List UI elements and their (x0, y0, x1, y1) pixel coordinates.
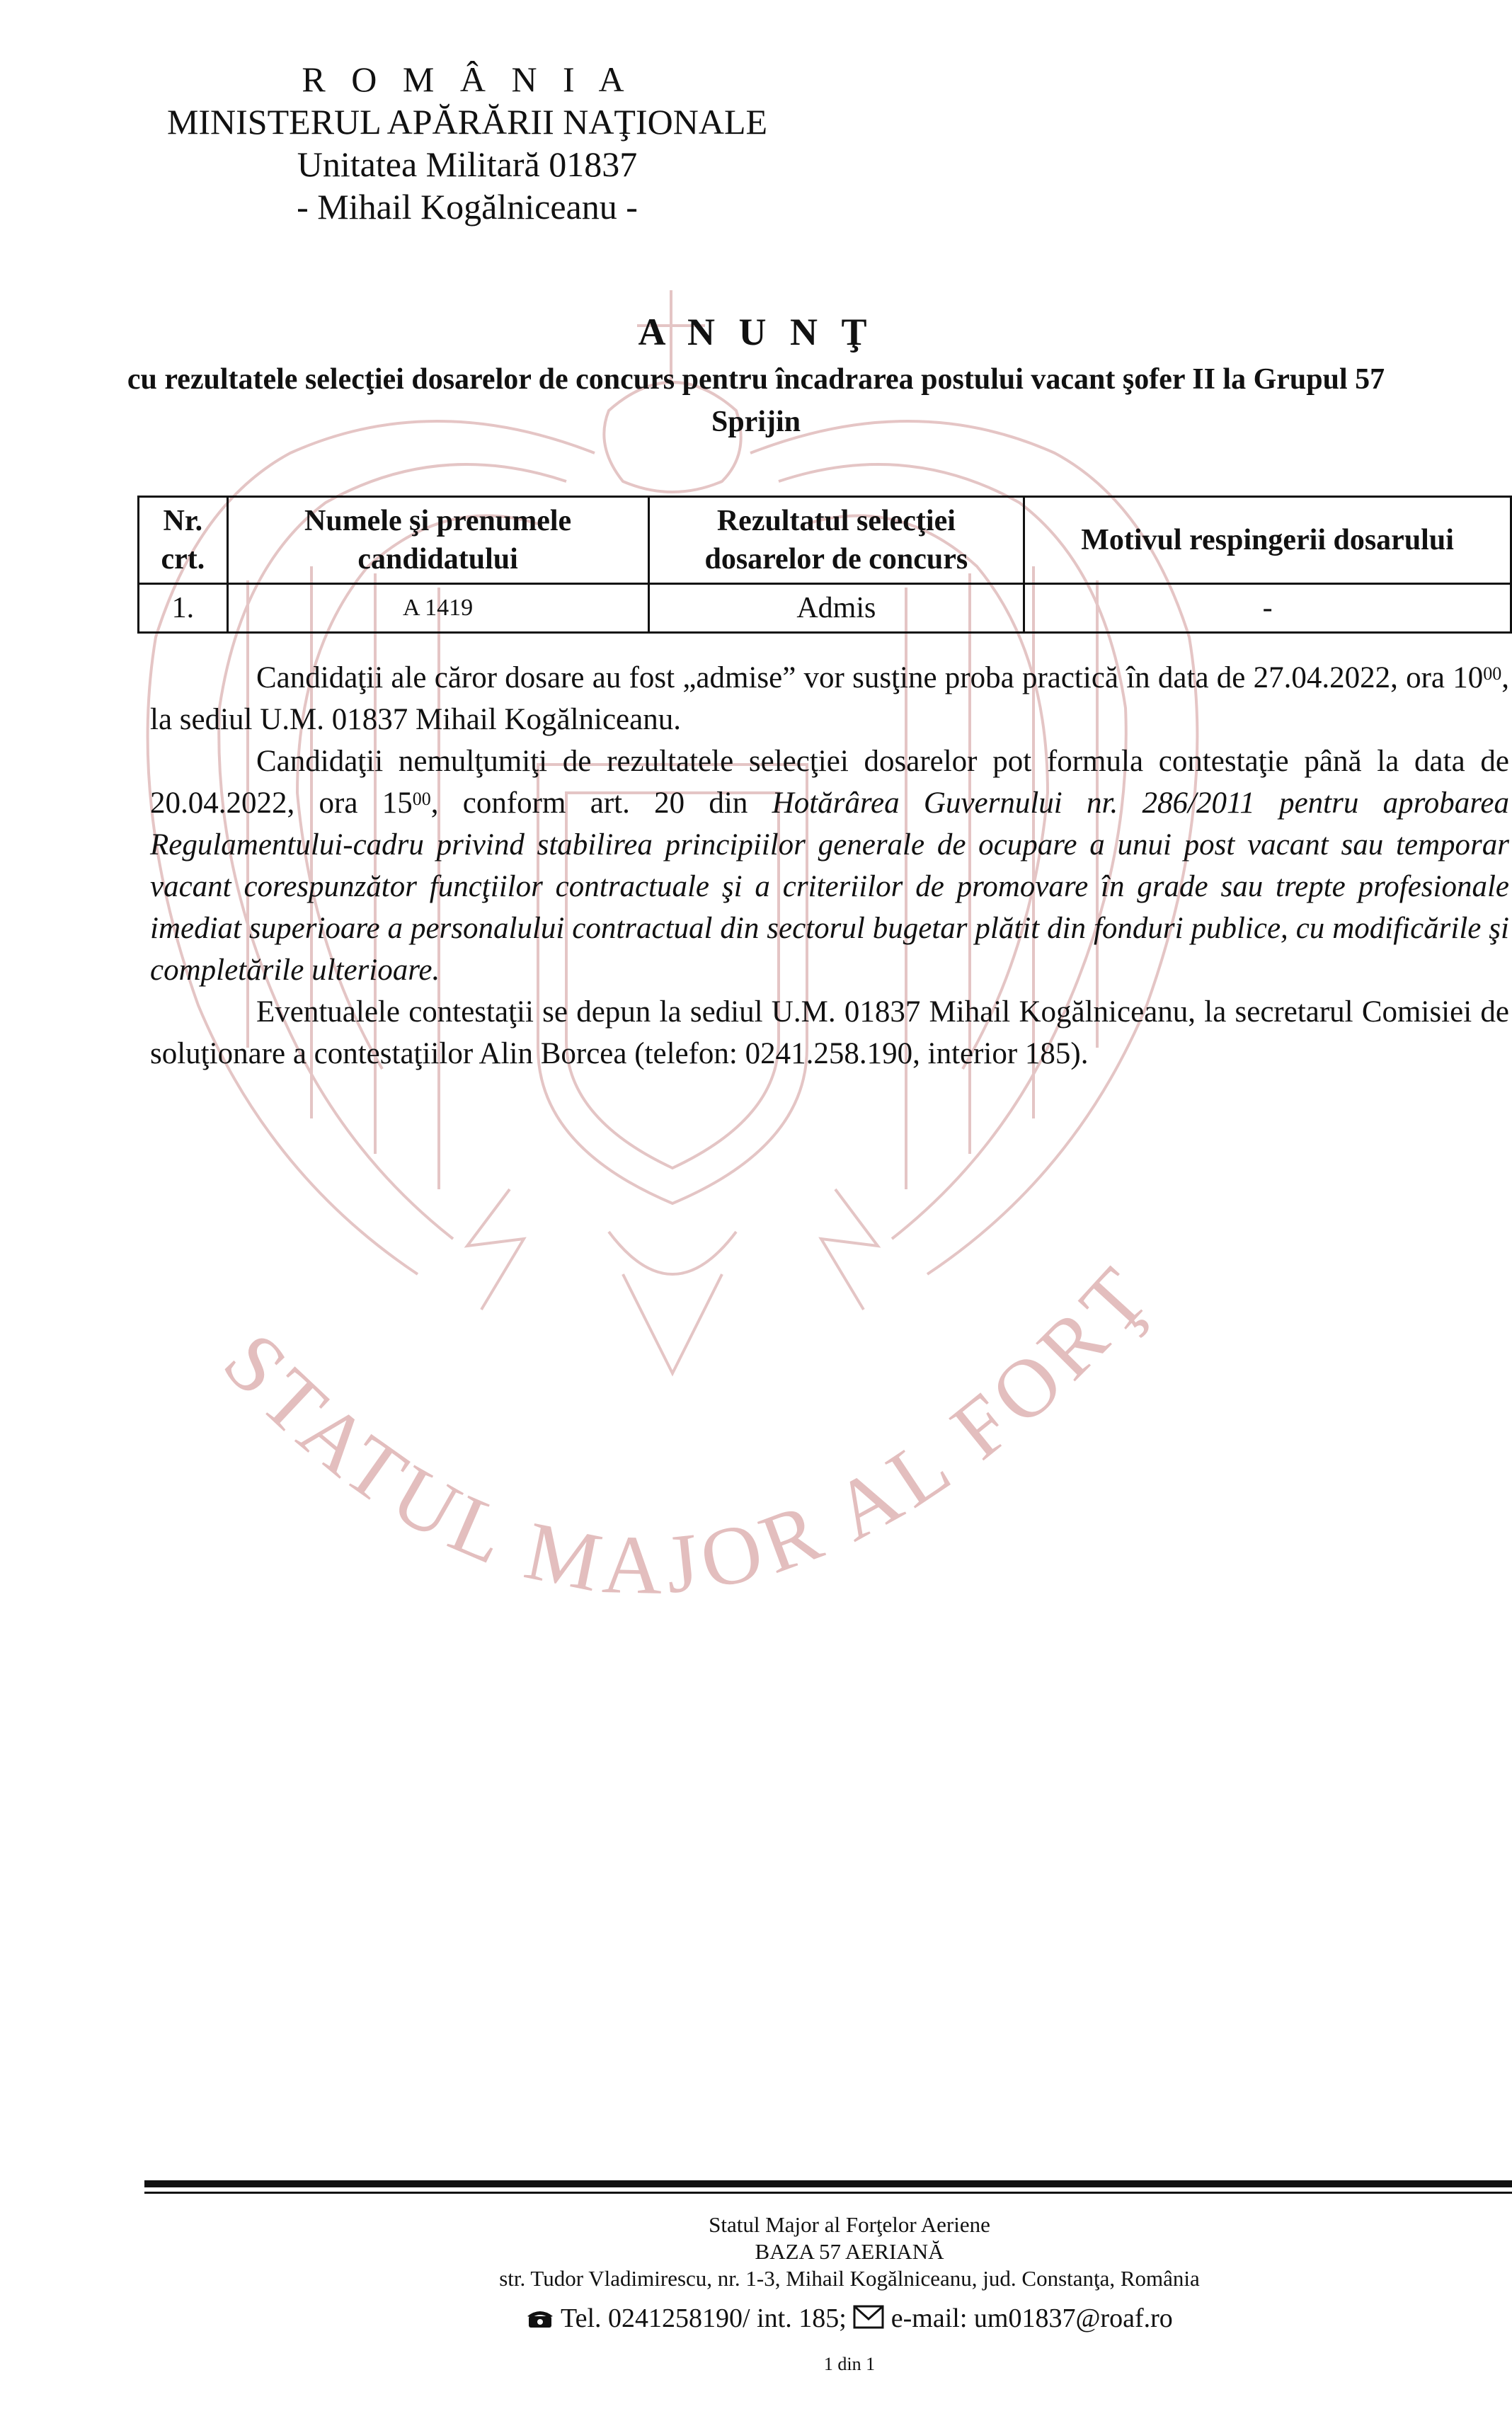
cell-reason: - (1024, 584, 1511, 633)
p1-superscript: 00 (1483, 663, 1502, 684)
watermark-text: STATUL MAJOR AL FORŢ (206, 1245, 1170, 1613)
phone-icon (526, 2303, 554, 2338)
header-reason: Motivul respingerii dosarului (1024, 497, 1511, 584)
p2-text-start: Candidaţii nemulţumiţi de rezultatele selecţiei dosarelor pot formula contestaţie până la data de 20.04.2022, ora 15 (150, 745, 1509, 820)
footer-divider-thick (144, 2180, 1512, 2187)
header-candidate: Numele şi prenumele candidatului (227, 497, 648, 584)
p1-text-end: , la sediul U.M. 01837 Mihail Kogălniceanu. (150, 661, 1509, 736)
cell-result: Admis (648, 584, 1024, 633)
table-header-row (139, 497, 1511, 584)
p2-legal-reference: Hotărârea Guvernului nr. 286/2011 pentru aprobarea Regulamentului-cadru privind stabilirea principiilor generale de ocupare a unui post vacant sau temporar vacant corespunzător funcţiilor contractuale şi a criteriilor de promovare în grade sau trepte profesionale imediat superioare a personalului contractual din sectorul bugetar plătit din fonduri publice, cu modificările şi completările ulterioare. (150, 786, 1509, 987)
title-main: A N U N Ţ (638, 311, 874, 353)
header-result: Rezultatul selecţiei dosarelor de concurs (648, 497, 1024, 584)
announcement-body (150, 657, 1509, 1075)
footer-org: Statul Major al Forţelor Aeriene (709, 2212, 990, 2237)
footer (396, 2211, 1302, 2378)
footer-email: e-mail: um01837@roaf.ro (890, 2303, 1173, 2333)
footer-base: BAZA 57 AERIANĂ (755, 2239, 944, 2264)
letterhead (113, 58, 821, 228)
country-name: R O M Â N I A (302, 59, 633, 99)
paragraph-submission: Eventualele contestaţii se depun la sediul U.M. 01837 Mihail Kogălniceanu, la secretarul Comisiei de soluţionare a contestaţiilor Alin Borcea (telefon: 0241.258.190, interior 185). (150, 995, 1509, 1070)
unit-location: - Mihail Kogălniceanu - (297, 187, 638, 227)
page-number: 1 din 1 (823, 2354, 876, 2375)
footer-address: str. Tudor Vladimirescu, nr. 1-3, Mihail Kogălniceanu, jud. Constanţa, România (499, 2266, 1200, 2291)
cell-nr: 1. (139, 584, 228, 633)
paragraph-exam-date (150, 657, 1509, 740)
footer-divider-thin (144, 2192, 1512, 2194)
results-table (137, 496, 1512, 634)
footer-contact (396, 2301, 1302, 2338)
announcement-title (0, 310, 1512, 443)
paragraph-contestation (150, 740, 1509, 991)
p1-text-start: Candidaţii ale căror dosare au fost „admise” vor susţine proba practică în data de 27.04.2022, ora 10 (256, 661, 1484, 694)
table-row (139, 584, 1511, 633)
p2-text-mid: , conform art. 20 din (430, 786, 772, 820)
cell-candidate: A 1419 (227, 584, 648, 633)
title-subtitle: cu rezultatele selecţiei dosarelor de concurs pentru încadrarea postului vacant şofer II la Grupul 57 Sprijin (127, 363, 1385, 438)
ministry-name: MINISTERUL APĂRĂRII NAŢIONALE (166, 102, 768, 142)
envelope-icon (853, 2303, 884, 2338)
unit-name: Unitatea Militară 01837 (297, 144, 638, 184)
header-nr: Nr. crt. (139, 497, 228, 584)
p2-superscript: 00 (412, 789, 431, 809)
footer-phone: Tel. 0241258190/ int. 185; (561, 2303, 847, 2333)
